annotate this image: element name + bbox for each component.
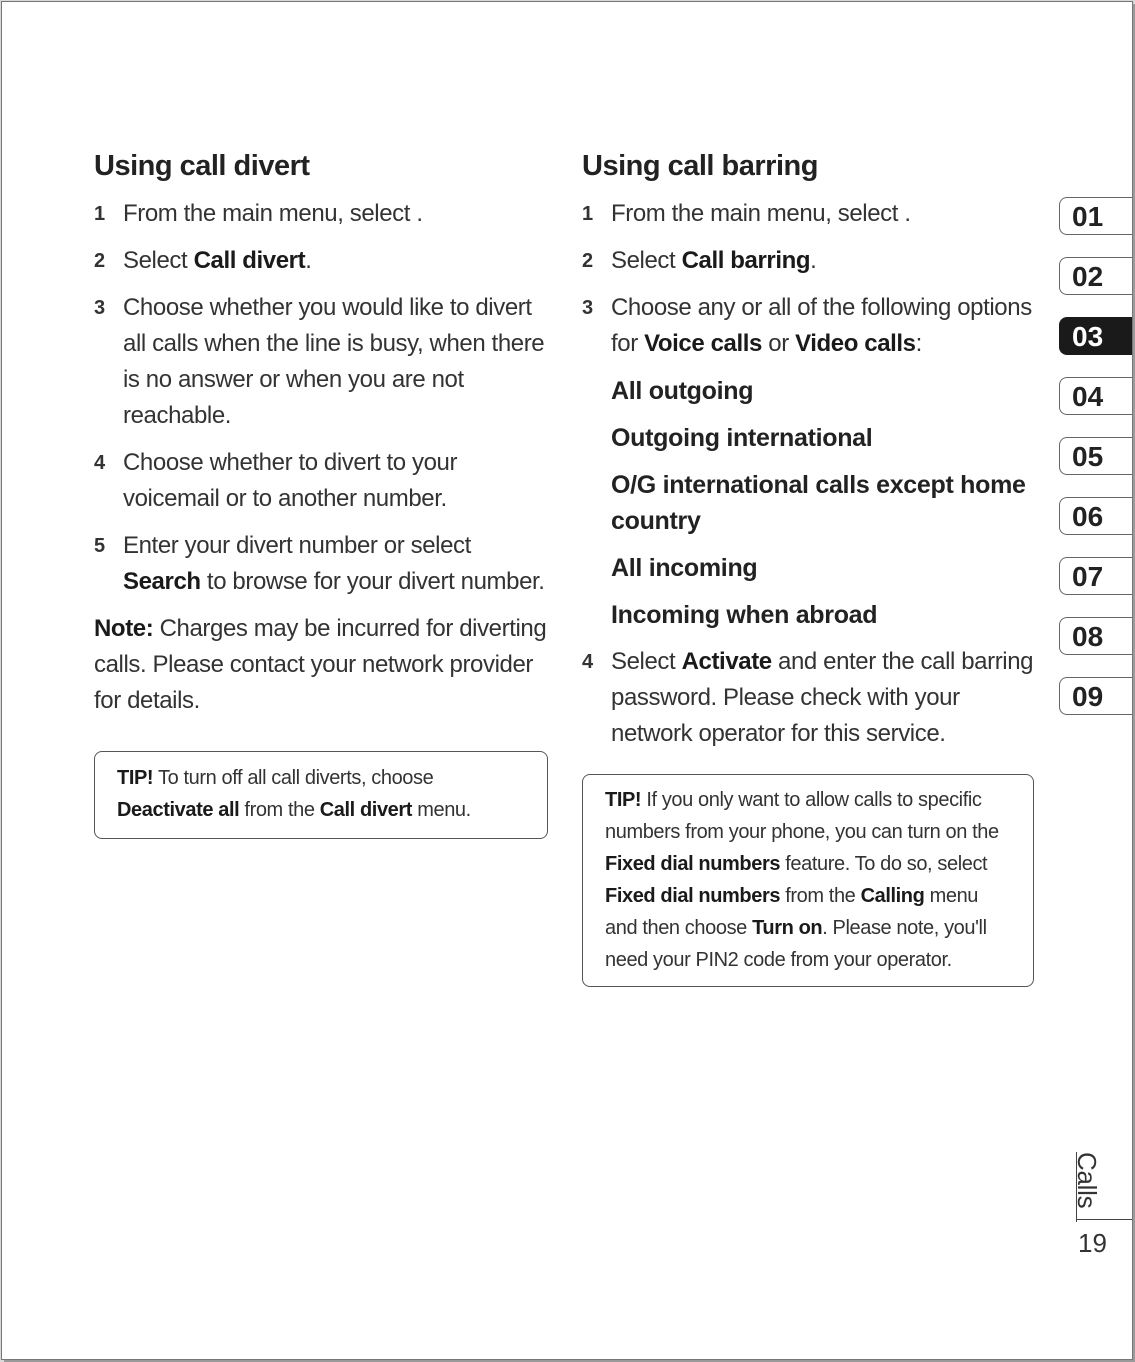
step-number: 1 <box>582 203 593 225</box>
step-number: 3 <box>582 297 593 319</box>
divert-tip-box <box>94 751 548 839</box>
chapter-tab-03[interactable]: 03 <box>1059 317 1133 355</box>
section-label: Calls <box>1072 1152 1102 1209</box>
divert-step-2 <box>94 243 554 279</box>
call-divert-section <box>94 150 554 839</box>
menu-term: Call barring <box>681 247 811 274</box>
call-barring-section <box>582 150 1037 987</box>
call-divert-heading: Using call divert <box>94 150 310 182</box>
barring-tip-box <box>582 774 1034 987</box>
barring-option: All outgoing <box>611 377 754 405</box>
tip-text: from the <box>780 885 861 907</box>
tip-text: menu. <box>412 799 471 821</box>
step-text: to browse for your divert number. <box>200 568 545 595</box>
step-text: Select <box>611 648 682 675</box>
tip-term: Fixed dial numbers <box>605 853 781 875</box>
barring-step-3 <box>582 290 1037 362</box>
chapter-tab-05[interactable]: 05 <box>1059 437 1133 475</box>
divert-note <box>94 611 554 719</box>
step-text: or <box>761 330 796 357</box>
page-number: 19 <box>1078 1228 1107 1258</box>
tip-text: . Please note, you'll need your PIN2 code from your operator. <box>605 917 987 971</box>
manual-page <box>1 1 1133 1360</box>
tip-term: Fixed dial numbers <box>605 885 781 907</box>
note-text: Charges may be incurred for diverting calls. Please contact your network provider for details. <box>94 615 547 714</box>
menu-term: Call divert <box>193 247 306 274</box>
tip-term: Turn on <box>752 917 823 939</box>
tip-text: To turn off all call diverts, choose <box>153 767 434 789</box>
divert-step-5 <box>94 528 554 600</box>
step-text: . <box>810 247 817 274</box>
tip-text: menu and then choose <box>605 885 979 939</box>
step-number: 4 <box>94 452 105 474</box>
footer-divider-vertical <box>1076 1152 1077 1222</box>
step-text: From the main menu, select . <box>123 200 423 227</box>
step-number: 5 <box>94 535 105 557</box>
barring-option: Outgoing international <box>611 424 873 452</box>
barring-step-1 <box>582 196 1037 232</box>
step-number: 4 <box>582 651 593 673</box>
tip-term: Deactivate all <box>117 799 240 821</box>
step-text: Select <box>123 247 194 274</box>
step-text: Choose whether to divert to your voicemail or to another number. <box>123 449 458 512</box>
step-number: 3 <box>94 297 105 319</box>
tip-text: If you only want to allow calls to specific numbers from your phone, you can turn on the <box>605 789 999 843</box>
tip-text: feature. To do so, select <box>780 853 988 875</box>
chapter-tabs <box>1059 197 1133 737</box>
barring-option: All incoming <box>611 554 758 582</box>
step-text: Choose any or all of the following options for <box>611 294 1032 357</box>
step-text: . <box>305 247 312 274</box>
step-text: Choose whether you would like to divert all calls when the line is busy, when there is no answer or when you are not reachable. <box>123 294 545 429</box>
tip-term: Call divert <box>319 799 413 821</box>
step-number: 1 <box>94 203 105 225</box>
chapter-tab-01[interactable]: 01 <box>1059 197 1133 235</box>
chapter-tab-09[interactable]: 09 <box>1059 677 1133 715</box>
barring-step-2 <box>582 243 1037 279</box>
menu-term: Search <box>123 568 201 595</box>
menu-term: Video calls <box>795 330 916 357</box>
step-text: Enter your divert number or select <box>123 532 471 559</box>
chapter-tab-07[interactable]: 07 <box>1059 557 1133 595</box>
step-text: : <box>915 330 922 357</box>
chapter-tab-06[interactable]: 06 <box>1059 497 1133 535</box>
menu-term: Activate <box>681 648 772 675</box>
chapter-tab-08[interactable]: 08 <box>1059 617 1133 655</box>
chapter-tab-02[interactable]: 02 <box>1059 257 1133 295</box>
note-label: Note: <box>94 615 154 642</box>
barring-step-4 <box>582 644 1037 752</box>
call-barring-heading: Using call barring <box>582 150 818 182</box>
divert-step-3 <box>94 290 554 434</box>
barring-option: O/G international calls except home country <box>611 471 1026 535</box>
step-number: 2 <box>94 250 105 272</box>
step-number: 2 <box>582 250 593 272</box>
tip-label: TIP! <box>605 789 642 811</box>
step-text: and enter the call barring password. Please check with your network operator for this service. <box>611 648 1034 747</box>
tip-text: from the <box>239 799 320 821</box>
divert-step-4 <box>94 445 554 517</box>
tip-term: Calling <box>860 885 925 907</box>
footer-divider-horizontal <box>1076 1219 1133 1220</box>
barring-option: Incoming when abroad <box>611 601 878 629</box>
divert-step-1 <box>94 196 554 232</box>
menu-term: Voice calls <box>644 330 762 357</box>
chapter-tab-04[interactable]: 04 <box>1059 377 1133 415</box>
step-text: From the main menu, select . <box>611 200 911 227</box>
step-text: Select <box>611 247 682 274</box>
tip-label: TIP! <box>117 767 154 789</box>
